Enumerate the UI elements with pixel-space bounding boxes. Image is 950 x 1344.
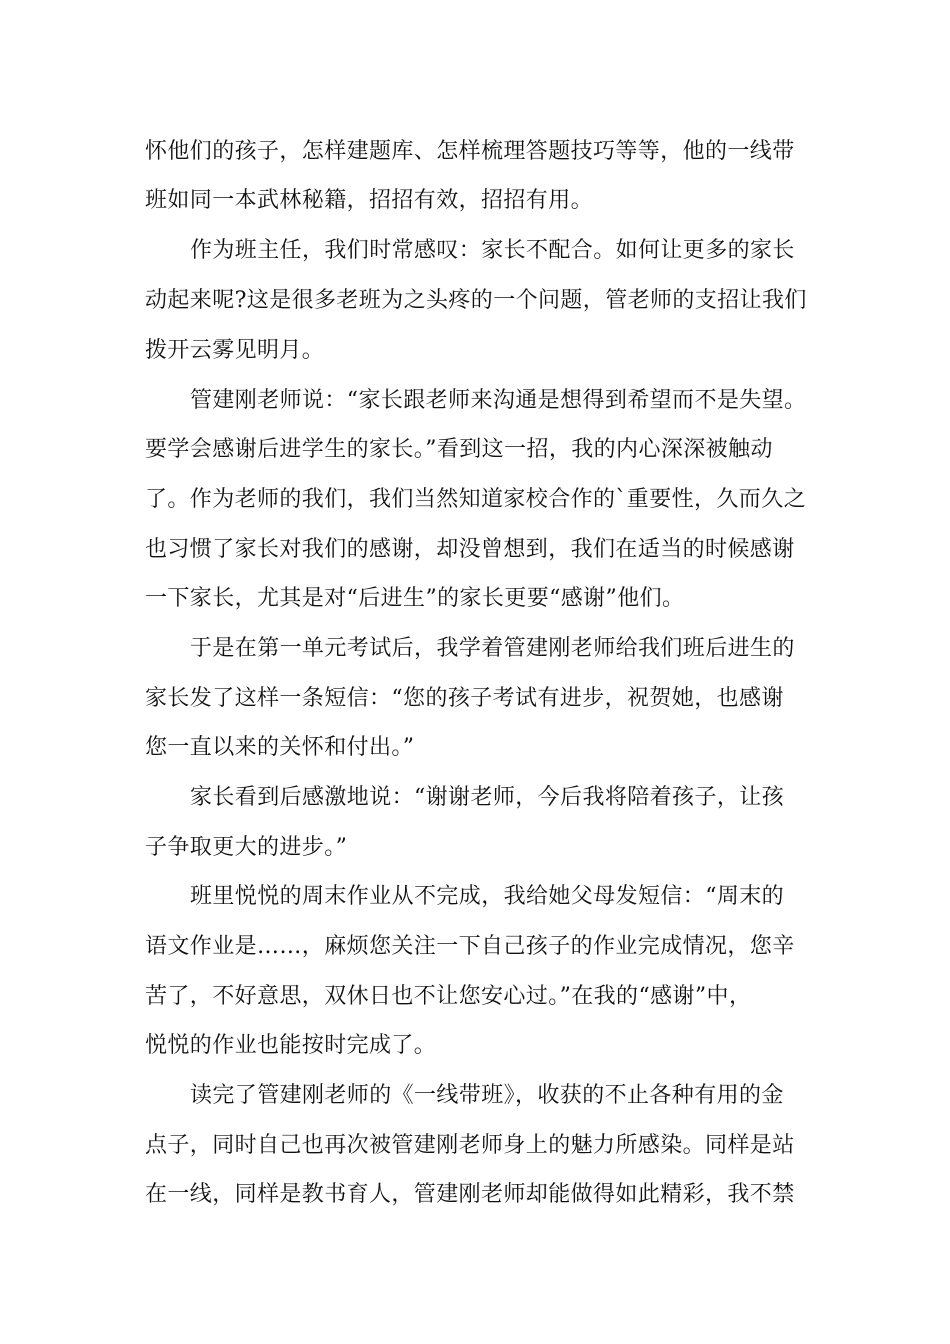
text-line: 子争取更大的进步。” xyxy=(145,835,348,860)
text-line: 班里悦悦的周末作业从不完成，我给她父母发短信：“周末的 xyxy=(190,884,785,909)
text-line: 也习惯了家长对我们的感谢，却没曾想到，我们在适当的时候感谢 xyxy=(145,537,795,562)
text-line: 作为班主任，我们时常感叹：家长不配合。如何让更多的家长 xyxy=(190,238,795,263)
text-line: 点子，同时自己也再次被管建刚老师身上的魅力所感染。同样是站 xyxy=(145,1133,795,1158)
text-line: 动起来呢?这是很多老班为之头疼的一个问题，管老师的支招让我们 xyxy=(145,288,807,313)
text-line: 怀他们的孩子，怎样建题库、怎样梳理答题技巧等等，他的一线带 xyxy=(145,139,795,164)
text-line: 于是在第一单元考试后，我学着管建刚老师给我们班后进生的 xyxy=(190,636,795,661)
text-line: 班如同一本武林秘籍，招招有效，招招有用。 xyxy=(145,188,594,213)
text-line: 家长看到后感激地说：“谢谢老师，今后我将陪着孩子，让孩 xyxy=(190,785,785,810)
text-line: 管建刚老师说：“家长跟老师来沟通是想得到希望而不是失望。 xyxy=(190,388,807,413)
text-line: 悦悦的作业也能按时完成了。 xyxy=(145,1033,437,1058)
text-line: 家长发了这样一条短信：“您的孩子考试有进步，祝贺她，也感谢 xyxy=(145,686,784,711)
text-line: 苦了，不好意思，双休日也不让您安心过。”在我的“感谢”中， xyxy=(145,984,752,1009)
text-line: 在一线，同样是教书育人，管建刚老师却能做得如此精彩，我不禁 xyxy=(145,1182,795,1207)
text-line: 您一直以来的关怀和付出。” xyxy=(145,735,415,760)
text-line: 要学会感谢后进学生的家长。”看到这一招，我的内心深深被触动 xyxy=(145,437,773,462)
text-line: 语文作业是……，麻烦您关注一下自己孩子的作业完成情况，您辛 xyxy=(145,934,795,959)
text-line: 拨开云雾见明月。 xyxy=(145,338,325,363)
text-line: 读完了管建刚老师的《一线带班》，收获的不止各种有用的金 xyxy=(190,1083,784,1108)
text-line: 了。作为老师的我们，我们当然知道家校合作的`重要性，久而久之 xyxy=(145,487,807,512)
text-line: 一下家长，尤其是对“后进生”的家长更要“感谢”他们。 xyxy=(145,586,685,611)
